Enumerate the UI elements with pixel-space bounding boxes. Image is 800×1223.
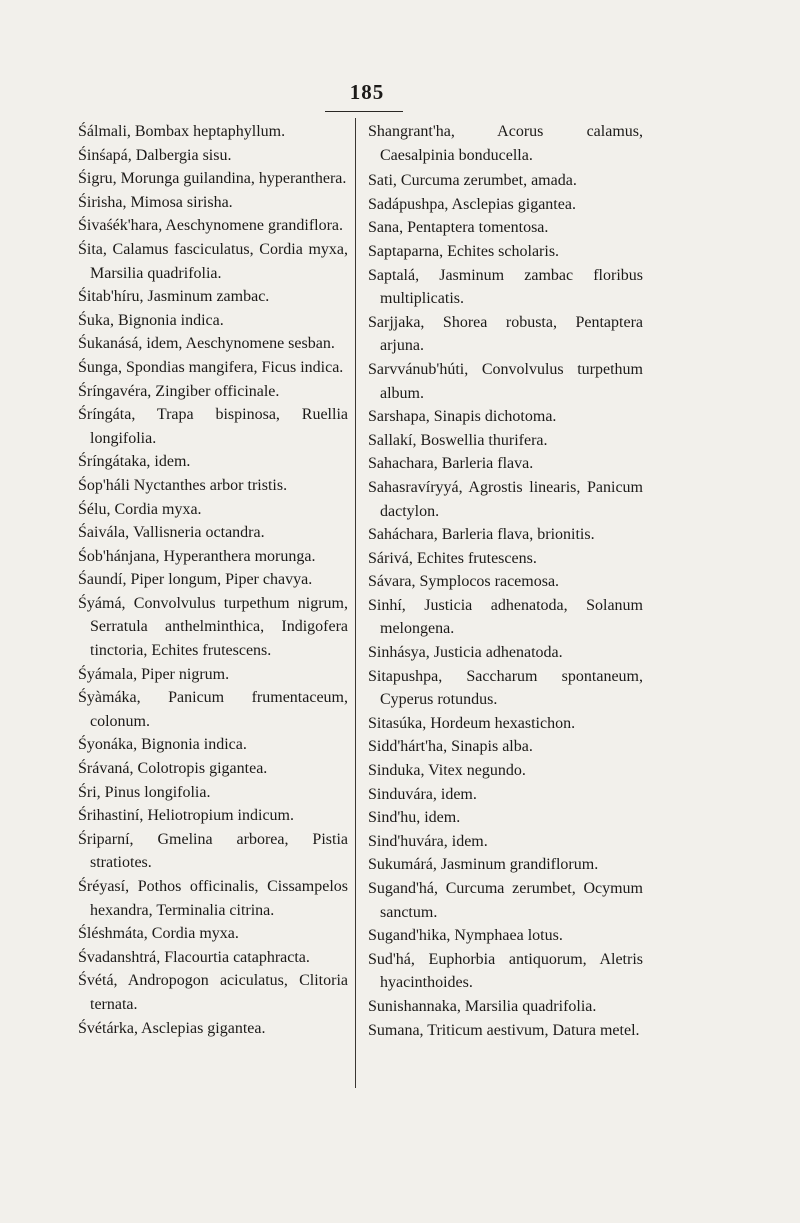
glossary-entry: Śaiválа, Vallisneria octandra. <box>78 524 265 542</box>
glossary-entry: Śríngavéra, Zingiber officinale. <box>78 382 280 400</box>
glossary-entry: Śríngátaka, idem. <box>78 453 191 471</box>
glossary-entry: Sarshapa, Sinapis dichotoma. <box>368 408 557 426</box>
glossary-entry: Saháchara, Barleria flava, brionitis. <box>368 526 595 544</box>
glossary-entry: Śukanásá, idem, Aeschynomene sesban. <box>78 335 335 353</box>
glossary-entry: Śréyasí, Pothos officinalis, Cissampelos hexandra, Terminalia citrina. <box>78 878 348 919</box>
glossary-entry: Sidd'hárt'ha, Sinapis alba. <box>368 738 533 756</box>
glossary-entry: Sinduka, Vitex negundo. <box>368 762 526 780</box>
glossary-entry: Sávara, Symplocos racemosa. <box>368 573 560 591</box>
glossary-entry: Sinduvára, idem. <box>368 785 477 803</box>
glossary-entry: Śop'háli Nyctanthes arbor tristis. <box>78 476 288 494</box>
glossary-entry: Sinhásya, Justicia adhenatoda. <box>368 644 563 662</box>
glossary-entry: Sarjjaka, Shorea robusta, Pentaptera arjuna. <box>368 313 643 355</box>
glossary-entry: Sárivá, Echites frutescens. <box>368 549 537 567</box>
glossary-entry: Sitapushpa, Saccharum spontaneum, Cyperus rotundus. <box>368 667 643 709</box>
glossary-entry: Sumana, Triticum aestivum, Datura metel. <box>368 1021 640 1039</box>
glossary-entry: Śyámá, Convolvulus turpethum nigrum, Serratula anthelminthica, Indigofera tinctoria, Echites frutescens. <box>78 594 348 660</box>
glossary-entry: Śunga, Spondias mangifera, Ficus indica. <box>78 358 344 376</box>
glossary-entry: Sugand'hika, Nymphaea lotus. <box>368 927 563 945</box>
glossary-entry: Sahasravíryyá, Agrostis linearis, Panicum dactylon. <box>368 478 643 520</box>
page-number: 185 <box>349 80 385 104</box>
glossary-entry: Sarvvánub'húti, Convolvulus turpethum album. <box>368 360 643 402</box>
glossary-entry: Śita, Calamus fasciculatus, Cordia myxa, Marsilia quadrifolia. <box>78 240 348 282</box>
column-divider <box>355 118 356 1088</box>
glossary-entry: Saptaparna, Echites scholaris. <box>368 242 560 260</box>
glossary-entry: Sukumárá, Jasminum grandiflorum. <box>368 856 599 874</box>
glossary-entry: Śob'hánjana, Hyperanthera morunga. <box>78 547 316 565</box>
glossary-entry: Sugand'há, Curcuma zerumbet, Ocymum sanctum. <box>368 880 643 921</box>
glossary-entry: Sind'hu, idem. <box>368 809 461 827</box>
glossary-entry: Sinhí, Justicia adhenatoda, Solanum melongena. <box>368 596 643 638</box>
glossary-entry: Śrihastiní, Heliotropium indicum. <box>78 807 294 825</box>
glossary-entry: Śvétá, Andropogon aciculatus, Clitoria ternata. <box>78 972 348 1013</box>
glossary-entry: Śinśapá, Dalbergia sisu. <box>78 146 232 164</box>
glossary-entry: Śivaśék'hara, Aeschynomene grandiflora. <box>78 217 344 235</box>
glossary-entry: Śélu, Cordia myxa. <box>78 500 202 518</box>
glossary-entry: Sunishannaka, Marsilia quadrifolia. <box>368 997 597 1015</box>
glossary-entry: Saptalá, Jasminum zambac floribus multiplicatis. <box>368 266 643 308</box>
glossary-entry: Śuka, Bignonia indica. <box>78 311 224 329</box>
glossary-entry: Śirisha, Mimosa sirisha. <box>78 193 233 211</box>
glossary-entry: Śrávaná, Colotropis gigantea. <box>78 760 268 778</box>
glossary-entry: Śri, Pinus longifolia. <box>78 783 211 801</box>
glossary-entry: Śyámala, Piper nigrum. <box>78 665 230 683</box>
glossary-entry: Sind'huvára, idem. <box>368 832 488 850</box>
glossary-entry: Sadápushpa, Asclepias gigantea. <box>368 195 576 213</box>
glossary-entry: Sana, Pentaptera tomentosa. <box>368 219 549 237</box>
glossary-entry: Śálmali, Bombax heptaphyllum. <box>78 123 286 140</box>
glossary-entry: Śríngáta, Trapa bispinosa, Ruellia longifolia. <box>78 406 348 447</box>
header-rule <box>325 111 403 112</box>
glossary-entry: Śigru, Morunga guilandina, hyperanthera. <box>78 170 347 188</box>
right-column <box>368 120 643 1042</box>
glossary-entry: Śléshmáta, Cordia myxa. <box>78 925 239 943</box>
glossary-entry: Śaundí, Piper longum, Piper chavya. <box>78 571 313 589</box>
glossary-entry: Śitab'híru, Jasminum zambac. <box>78 288 270 306</box>
glossary-entry: Sallakí, Boswellia thurifera. <box>368 431 548 449</box>
glossary-entry: Śvadanshtrá, Flacourtia cataphracta. <box>78 948 310 966</box>
glossary-entry: Sahachara, Barleria flava. <box>368 455 534 473</box>
left-column <box>78 120 348 1040</box>
glossary-entry: Śyonáka, Bignonia indica. <box>78 736 247 754</box>
glossary-entry: Śyàmáka, Panicum frumentaceum, colonum. <box>78 689 348 730</box>
glossary-entry: Śvétárka, Asclepias gigantea. <box>78 1019 266 1037</box>
glossary-entry: Sitasúka, Hordeum hexastichon. <box>368 714 576 732</box>
glossary-entry: Sud'há, Euphorbia antiquorum, Aletris hyacinthoides. <box>368 950 643 992</box>
glossary-entry: Sati, Curcuma zerumbet, amada. <box>368 172 577 190</box>
glossary-entry: Shangrant'ha, Acorus calamus, Caesalpinia bonducella. <box>368 123 643 164</box>
glossary-entry: Śriparní, Gmelina arborea, Pistia stratiotes. <box>78 830 348 872</box>
